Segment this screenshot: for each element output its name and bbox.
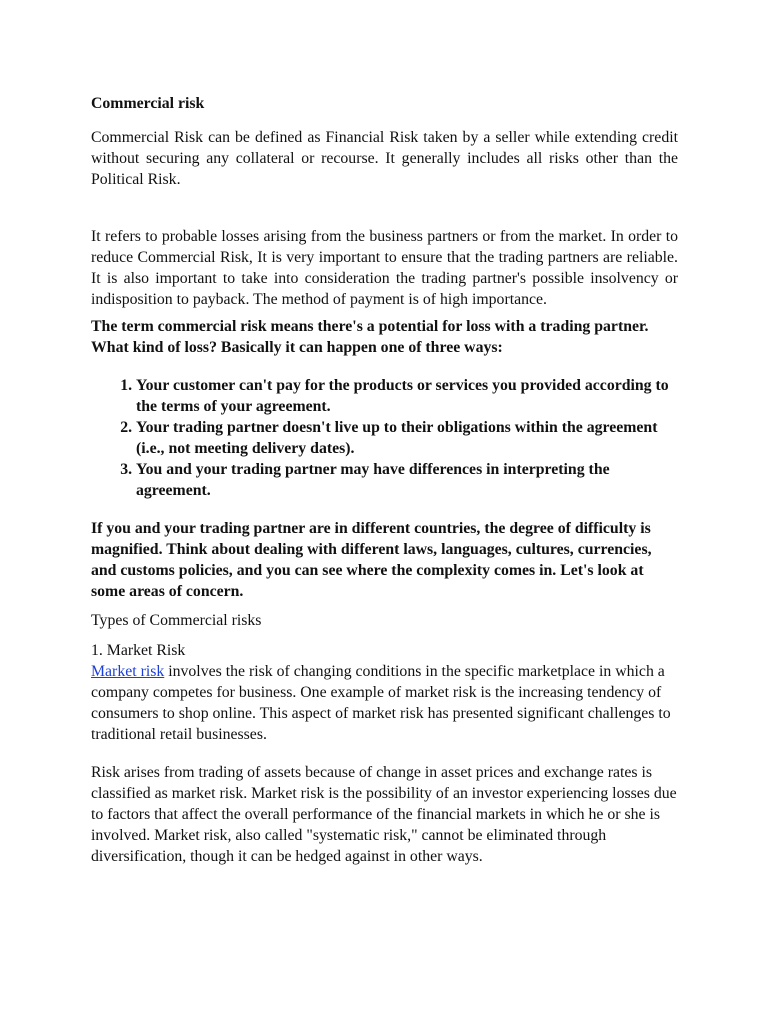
page-title: Commercial risk (91, 95, 205, 112)
market-risk-paragraph (91, 661, 678, 745)
loss-types-list (91, 375, 678, 501)
list-item: 3. You and your trading partner may have differences in interpreting the agreement. (136, 459, 678, 501)
list-item: 2. Your trading partner doesn't live up to their obligations within the agreement (i.e., not meeting delivery dates). (136, 417, 678, 459)
intro-paragraph: Commercial Risk can be defined as Financial Risk taken by a seller while extending credit without securing any collateral or recourse. It generally includes all risks other than the Political Risk. (91, 129, 678, 188)
list-item: 1. Your customer can't pay for the products or services you provided according to the terms of your agreement. (136, 375, 678, 417)
market-risk-link[interactable]: Market risk (91, 663, 165, 680)
subsection-heading-market-risk: 1. Market Risk (91, 642, 186, 659)
commercial-risk-definition: The term commercial risk means there's a potential for loss with a trading partner. What kind of loss? Basically it can happen one of three ways: (91, 318, 649, 356)
international-difficulty-paragraph: If you and your trading partner are in different countries, the degree of difficulty is magnified. Think about dealing with different laws, languages, cultures, currencies, and customs policies, and you can see where the complexity comes in. Let's look at some areas of concern. (91, 520, 652, 600)
losses-paragraph: It refers to probable losses arising from the business partners or from the market. In order to reduce Commercial Risk, It is very important to ensure that the trading partners are reliable. It is also important to take into consideration the trading partner's possible insolvency or indisposition to payback. The method of payment is of high importance. (91, 228, 678, 308)
market-risk-text: involves the risk of changing conditions in the specific marketplace in which a company competes for business. One example of market risk is the increasing tendency of consumers to shop online. This aspect of market risk has presented significant challenges to traditional retail businesses. (91, 663, 671, 743)
document-page (91, 93, 678, 867)
asset-trading-paragraph: Risk arises from trading of assets because of change in asset prices and exchange rates is classified as market risk. Market risk is the possibility of an investor experiencing losses due to factors that affect the overall performance of the financial markets in which he or she is involved. Market risk, also called "systematic risk," cannot be eliminated through diversification, though it can be hedged against in other ways. (91, 764, 677, 865)
section-heading-types: Types of Commercial risks (91, 612, 262, 629)
